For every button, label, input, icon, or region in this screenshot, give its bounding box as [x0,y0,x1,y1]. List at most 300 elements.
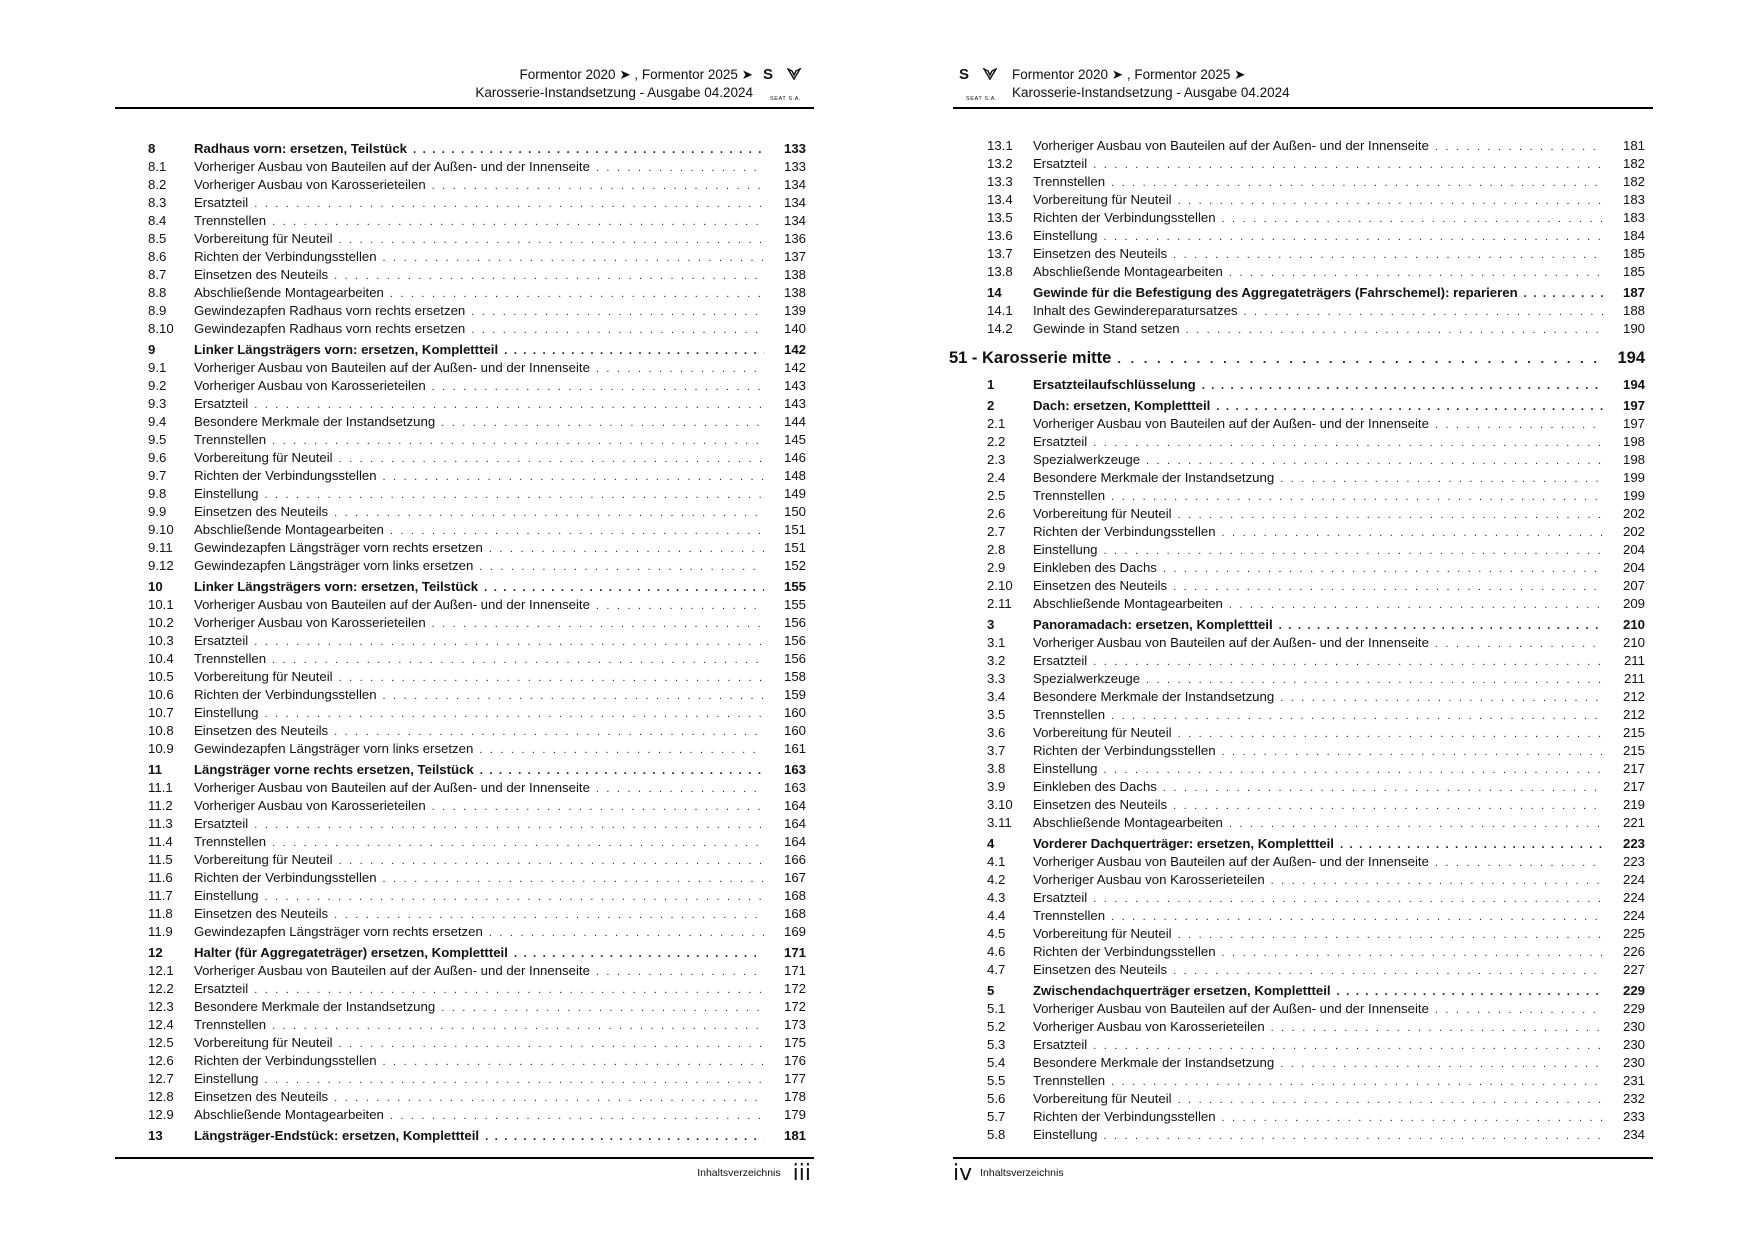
toc-leader [339,450,764,468]
toc-page: 182 [1622,174,1645,189]
toc-leader [1222,944,1603,962]
toc-entry[interactable] [987,155,1645,173]
toc-page: 198 [1622,434,1645,449]
toc-entry[interactable] [987,1054,1645,1072]
toc-title: Gewindezapfen Radhaus vorn rechts ersetzen [194,321,466,336]
toc-entry[interactable] [987,263,1645,281]
toc-entry[interactable] [148,905,806,923]
toc-title: Vorheriger Ausbau von Bauteilen auf der Außen- und der Innenseite [1033,635,1429,650]
toc-number: 8.9 [148,303,167,318]
toc-entry[interactable] [148,467,806,485]
toc-section[interactable] [148,759,806,779]
toc-leader [334,504,764,522]
toc-entry[interactable] [148,980,806,998]
toc-number: 3.9 [987,779,1006,794]
footer-rule [115,1157,814,1159]
toc-entry[interactable] [148,302,806,320]
toc-page: 134 [783,213,806,228]
toc-number: 9.12 [148,558,174,573]
toc-number: 13.7 [987,246,1013,261]
toc-entry[interactable] [987,137,1645,155]
toc-entry[interactable] [148,503,806,521]
toc-entry[interactable] [987,487,1645,505]
toc-title: Spezialwerkzeuge [1033,671,1141,686]
toc-leader [383,1053,764,1071]
toc-entry[interactable] [148,1016,806,1034]
toc-leader [432,798,764,816]
toc-title: Spezialwerkzeuge [1033,452,1141,467]
toc-entry[interactable] [987,760,1645,778]
toc-page: 146 [783,450,806,465]
toc-entry[interactable] [148,869,806,887]
toc-number: 2.11 [987,596,1012,611]
toc-entry[interactable] [148,158,806,176]
toc-section[interactable] [148,942,806,962]
toc-title: Einstellung [1033,1127,1098,1142]
toc-page: 175 [783,1035,806,1050]
toc-entry[interactable] [987,814,1645,832]
toc-leader [441,414,764,432]
toc-page: 223 [1622,836,1645,851]
toc-page: 199 [1622,470,1645,485]
toc-page: 139 [783,303,806,318]
toc-entry[interactable] [987,796,1645,814]
toc-entry[interactable] [148,1070,806,1088]
toc-number: 11 [148,762,162,777]
toc-number: 4.7 [987,962,1006,977]
toc-number: 12.5 [148,1035,174,1050]
toc-entry[interactable] [148,230,806,248]
toc-section[interactable] [148,138,806,158]
toc-page: 176 [783,1053,806,1068]
toc-page: 160 [783,723,806,738]
toc-page: 185 [1622,246,1645,261]
toc-entry[interactable] [148,431,806,449]
toc-title: Vorheriger Ausbau von Bauteilen auf der Außen- und der Innenseite [1033,138,1429,153]
toc-section[interactable] [987,980,1645,1000]
toc-leader [1271,872,1603,890]
toc-entry[interactable] [148,395,806,413]
toc-number: 2.9 [987,560,1006,575]
toc-number: 5 [987,983,995,998]
toc-leader [596,780,764,798]
toc-page: 179 [783,1107,806,1122]
toc-number: 5.8 [987,1127,1006,1142]
toc-section[interactable] [987,282,1645,302]
seat-logo [959,66,1009,102]
toc-title: Gewinde für die Befestigung des Aggregateträgers (Fahrschemel): reparieren [1033,285,1518,300]
toc-entry[interactable] [148,266,806,284]
toc-page: 215 [1622,725,1645,740]
toc-title: Längsträger vorne rechts ersetzen, Teilstück [194,762,474,777]
toc-number: 2 [987,398,995,413]
toc-entry[interactable] [987,1036,1645,1054]
toc-leader [1271,1019,1603,1037]
toc-number: 3.2 [987,653,1006,668]
toc-number: 9.6 [148,450,167,465]
toc-number: 3.3 [987,671,1006,686]
cupra-icon [787,68,801,80]
toc-leader [1229,264,1603,282]
toc-title: Richten der Verbindungsstellen [194,870,377,885]
toc-number: 13.1 [987,138,1013,153]
toc-page: 202 [1622,506,1645,521]
toc-page: 133 [783,159,806,174]
toc-entry[interactable] [987,541,1645,559]
toc-entry[interactable] [148,887,806,905]
toc-entry[interactable] [148,1106,806,1124]
toc-page: 136 [783,231,806,246]
toc-entry[interactable] [987,191,1645,209]
toc-number: 13.2 [987,156,1013,171]
toc-leader [432,177,764,195]
toc-number: 9 [148,342,156,357]
toc-entry[interactable] [987,469,1645,487]
toc-number: 13.6 [987,228,1013,243]
toc-leader [1104,761,1603,779]
toc-number: 8.3 [148,195,167,210]
toc-entry[interactable] [148,704,806,722]
toc-page: 224 [1622,890,1645,905]
toc-title: Ersatzteil [194,816,249,831]
toc-entry[interactable] [987,173,1645,191]
toc-entry[interactable] [987,1000,1645,1018]
toc-entry[interactable] [148,557,806,575]
toc-entry[interactable] [987,451,1645,469]
toc-entry[interactable] [987,433,1645,451]
toc-page: 230 [1622,1037,1645,1052]
toc-leader [1178,192,1603,210]
toc-entry[interactable] [987,577,1645,595]
toc-page: 166 [783,852,806,867]
toc-page: 231 [1622,1073,1645,1088]
toc-number: 5.2 [987,1019,1006,1034]
toc-number: 12.6 [148,1053,174,1068]
toc-page: 150 [783,504,806,519]
toc-page: 163 [783,780,806,795]
toc-title: Trennstellen [1033,1073,1106,1088]
toc-title: Gewindezapfen Längsträger vorn rechts ersetzen [194,924,483,939]
toc-title: Trennstellen [194,1017,267,1032]
toc-number: 2.7 [987,524,1006,539]
toc-entry[interactable] [987,1108,1645,1126]
toc-number: 1 [987,377,995,392]
toc-entry[interactable] [987,227,1645,245]
toc-entry[interactable] [148,377,806,395]
toc-section[interactable] [987,374,1645,394]
header-rule [115,107,814,109]
toc-entry[interactable] [148,320,806,338]
toc-title: Einstellung [194,705,259,720]
toc-entry[interactable] [148,212,806,230]
toc-entry[interactable] [148,176,806,194]
toc-title: Ersatzteil [1033,1037,1088,1052]
toc-number: 4.2 [987,872,1006,887]
toc-leader [254,396,764,414]
toc-number: 9.5 [148,432,167,447]
toc-page: 172 [783,999,806,1014]
toc-leader [1163,560,1603,578]
toc-chapter[interactable] [949,343,1645,373]
toc-number: 11.9 [148,924,173,939]
toc-entry[interactable] [987,320,1645,338]
footer-rule [953,1157,1653,1159]
toc-number: 13.8 [987,264,1013,279]
toc-title: Abschließende Montagearbeiten [1033,596,1223,611]
toc-entry[interactable] [148,248,806,266]
toc-leader [1229,815,1603,833]
toc-page: 219 [1622,797,1645,812]
toc-list [148,137,806,1145]
toc-leader [339,1035,764,1053]
toc-leader [1222,1109,1603,1127]
toc-title: Einsetzen des Neuteils [194,267,329,282]
toc-page: 134 [783,195,806,210]
toc-title: Richten der Verbindungsstellen [1033,944,1216,959]
toc-page: 202 [1622,524,1645,539]
toc-leader [1435,854,1603,872]
header-text [1012,66,1290,102]
toc-entry[interactable] [987,523,1645,541]
toc-title: Ersatzteilaufschlüsselung [1033,377,1196,392]
toc-entry[interactable] [987,634,1645,652]
toc-page: 190 [1622,321,1645,336]
toc-leader [596,963,764,981]
page-header [413,66,813,106]
toc-entry[interactable] [148,449,806,467]
toc-title: Ersatzteil [1033,890,1088,905]
toc-page: 224 [1622,872,1645,887]
toc-leader [489,924,764,942]
toc-entry[interactable] [987,706,1645,724]
toc-entry[interactable] [148,539,806,557]
toc-page: 188 [1622,303,1645,318]
toc-title: Einstellung [1033,542,1098,557]
seat-s-icon: S [763,66,773,83]
toc-number: 11.7 [148,888,173,903]
toc-entry[interactable] [987,778,1645,796]
toc-page: 140 [783,321,806,336]
toc-title: Vorbereitung für Neuteil [1033,926,1172,941]
toc-entry[interactable] [987,652,1645,670]
toc-leader [1104,542,1603,560]
toc-entry[interactable] [148,485,806,503]
toc-title: Richten der Verbindungsstellen [194,249,377,264]
toc-entry[interactable] [987,559,1645,577]
toc-entry[interactable] [148,359,806,377]
toc-leader [1280,689,1603,707]
toc-number: 8.8 [148,285,167,300]
toc-title: Trennstellen [194,651,267,666]
toc-leader [383,468,764,486]
toc-number: 14.2 [987,321,1013,336]
toc-entry[interactable] [987,209,1645,227]
toc-leader [334,906,764,924]
toc-number: 12.8 [148,1089,174,1104]
toc-section[interactable] [987,614,1645,634]
toc-entry[interactable] [987,889,1645,907]
toc-entry[interactable] [148,815,806,833]
toc-entry[interactable] [987,595,1645,613]
toc-title: Einkleben des Dachs [1033,560,1157,575]
toc-entry[interactable] [987,853,1645,871]
toc-title: Vorheriger Ausbau von Bauteilen auf der Außen- und der Innenseite [1033,854,1429,869]
toc-entry[interactable] [148,632,806,650]
toc-title: Panoramadach: ersetzen, Komplettteil [1033,617,1273,632]
toc-leader [1093,890,1603,908]
toc-leader [254,195,764,213]
toc-number: 9.9 [148,504,167,519]
toc-title: Einstellung [1033,228,1098,243]
toc-entry[interactable] [987,1090,1645,1108]
toc-section[interactable] [148,1125,806,1145]
toc-number: 3 [987,617,995,632]
toc-title: Trennstellen [194,432,267,447]
toc-entry[interactable] [987,1072,1645,1090]
toc-page: 161 [783,741,806,756]
toc-entry[interactable] [148,284,806,302]
toc-entry[interactable] [987,871,1645,889]
toc-page: 210 [1622,617,1645,632]
toc-title: Trennstellen [194,213,267,228]
toc-page: 211 [1623,671,1645,686]
toc-page: 215 [1622,743,1645,758]
toc-number: 2.6 [987,506,1006,521]
toc-entry[interactable] [148,650,806,668]
toc-title: Einstellung [1033,761,1098,776]
toc-entry[interactable] [148,851,806,869]
toc-leader [272,651,764,669]
toc-entry[interactable] [148,614,806,632]
toc-number: 3.10 [987,797,1013,812]
toc-number: 11.2 [148,798,173,813]
toc-entry[interactable] [987,1126,1645,1144]
toc-entry[interactable] [148,833,806,851]
toc-entry[interactable] [148,596,806,614]
toc-number: 13.5 [987,210,1013,225]
toc-entry[interactable] [987,724,1645,742]
toc-leader [1435,416,1603,434]
toc-entry[interactable] [987,925,1645,943]
page-footer [953,1161,1064,1186]
toc-page: 183 [1622,210,1645,225]
toc-page: 178 [783,1089,806,1104]
toc-title: Trennstellen [1033,488,1106,503]
toc-page: 145 [783,432,806,447]
toc-leader [1222,524,1603,542]
toc-page: 181 [1622,138,1645,153]
toc-section[interactable] [987,833,1645,853]
toc-entry[interactable] [148,998,806,1016]
toc-entry[interactable] [148,962,806,980]
toc-page: 138 [783,267,806,282]
header-rule [953,107,1653,109]
toc-number: 10.4 [148,651,174,666]
page-number: iv [953,1161,973,1186]
toc-number: 2.1 [987,416,1006,431]
toc-title: Vorheriger Ausbau von Karosserieteilen [194,177,426,192]
toc-leader [1202,375,1603,397]
toc-title: Gewinde in Stand setzen [1033,321,1180,336]
toc-leader [1186,321,1603,339]
toc-entry[interactable] [148,779,806,797]
toc-section[interactable] [148,339,806,359]
toc-entry[interactable] [987,415,1645,433]
toc-leader [272,432,764,450]
toc-title: Richten der Verbindungsstellen [194,687,377,702]
toc-entry[interactable] [148,1088,806,1106]
toc-entry[interactable] [148,740,806,758]
toc-entry[interactable] [987,670,1645,688]
toc-number: 3.7 [987,743,1006,758]
toc-entry[interactable] [148,668,806,686]
toc-page: 171 [783,945,806,960]
toc-entry[interactable] [148,1052,806,1070]
toc-entry[interactable] [148,521,806,539]
toc-number: 2.5 [987,488,1006,503]
toc-entry[interactable] [148,923,806,941]
toc-entry[interactable] [148,1034,806,1052]
toc-title: Einsetzen des Neuteils [1033,797,1168,812]
page-header [959,66,1359,106]
toc-entry[interactable] [987,907,1645,925]
toc-entry[interactable] [148,797,806,815]
toc-leader [471,303,764,321]
toc-number: 8.2 [148,177,167,192]
toc-page: 187 [1622,285,1645,300]
toc-entry[interactable] [148,413,806,431]
header-text [475,66,753,102]
toc-leader [265,1071,764,1089]
toc-leader [1173,797,1603,815]
toc-leader [1111,1073,1603,1091]
toc-section[interactable] [987,395,1645,415]
toc-entry[interactable] [987,1018,1645,1036]
toc-number: 11.4 [148,834,173,849]
toc-entry[interactable] [987,742,1645,760]
toc-entry[interactable] [987,505,1645,523]
toc-section[interactable] [148,576,806,596]
toc-entry[interactable] [987,943,1645,961]
header-title: Formentor 2020 ➤ , Formentor 2025 ➤ [1012,67,1246,82]
toc-leader [1146,671,1603,689]
toc-title: Besondere Merkmale der Instandsetzung [1033,1055,1275,1070]
toc-entry[interactable] [148,194,806,212]
toc-page: 197 [1622,416,1645,431]
toc-leader [1173,246,1603,264]
toc-title: Besondere Merkmale der Instandsetzung [194,414,436,429]
toc-title: Besondere Merkmale der Instandsetzung [1033,470,1275,485]
toc-entry[interactable] [148,722,806,740]
toc-title: Besondere Merkmale der Instandsetzung [194,999,436,1014]
toc-leader [1093,156,1603,174]
toc-page: 225 [1622,926,1645,941]
toc-page: 227 [1622,962,1645,977]
toc-entry[interactable] [987,245,1645,263]
toc-title: Vorheriger Ausbau von Bauteilen auf der Außen- und der Innenseite [1033,416,1429,431]
toc-leader [254,981,764,999]
toc-number: 10.8 [148,723,174,738]
toc-page: 142 [783,342,806,357]
toc-entry[interactable] [987,961,1645,979]
toc-entry[interactable] [987,302,1645,320]
toc-number: 14.1 [987,303,1013,318]
toc-entry[interactable] [987,688,1645,706]
toc-title: Linker Längsträgers vorn: ersetzen, Teilstück [194,579,479,594]
toc-page: 156 [783,651,806,666]
toc-entry[interactable] [148,686,806,704]
header-subtitle: Karosserie-Instandsetzung - Ausgabe 04.2024 [475,85,753,100]
